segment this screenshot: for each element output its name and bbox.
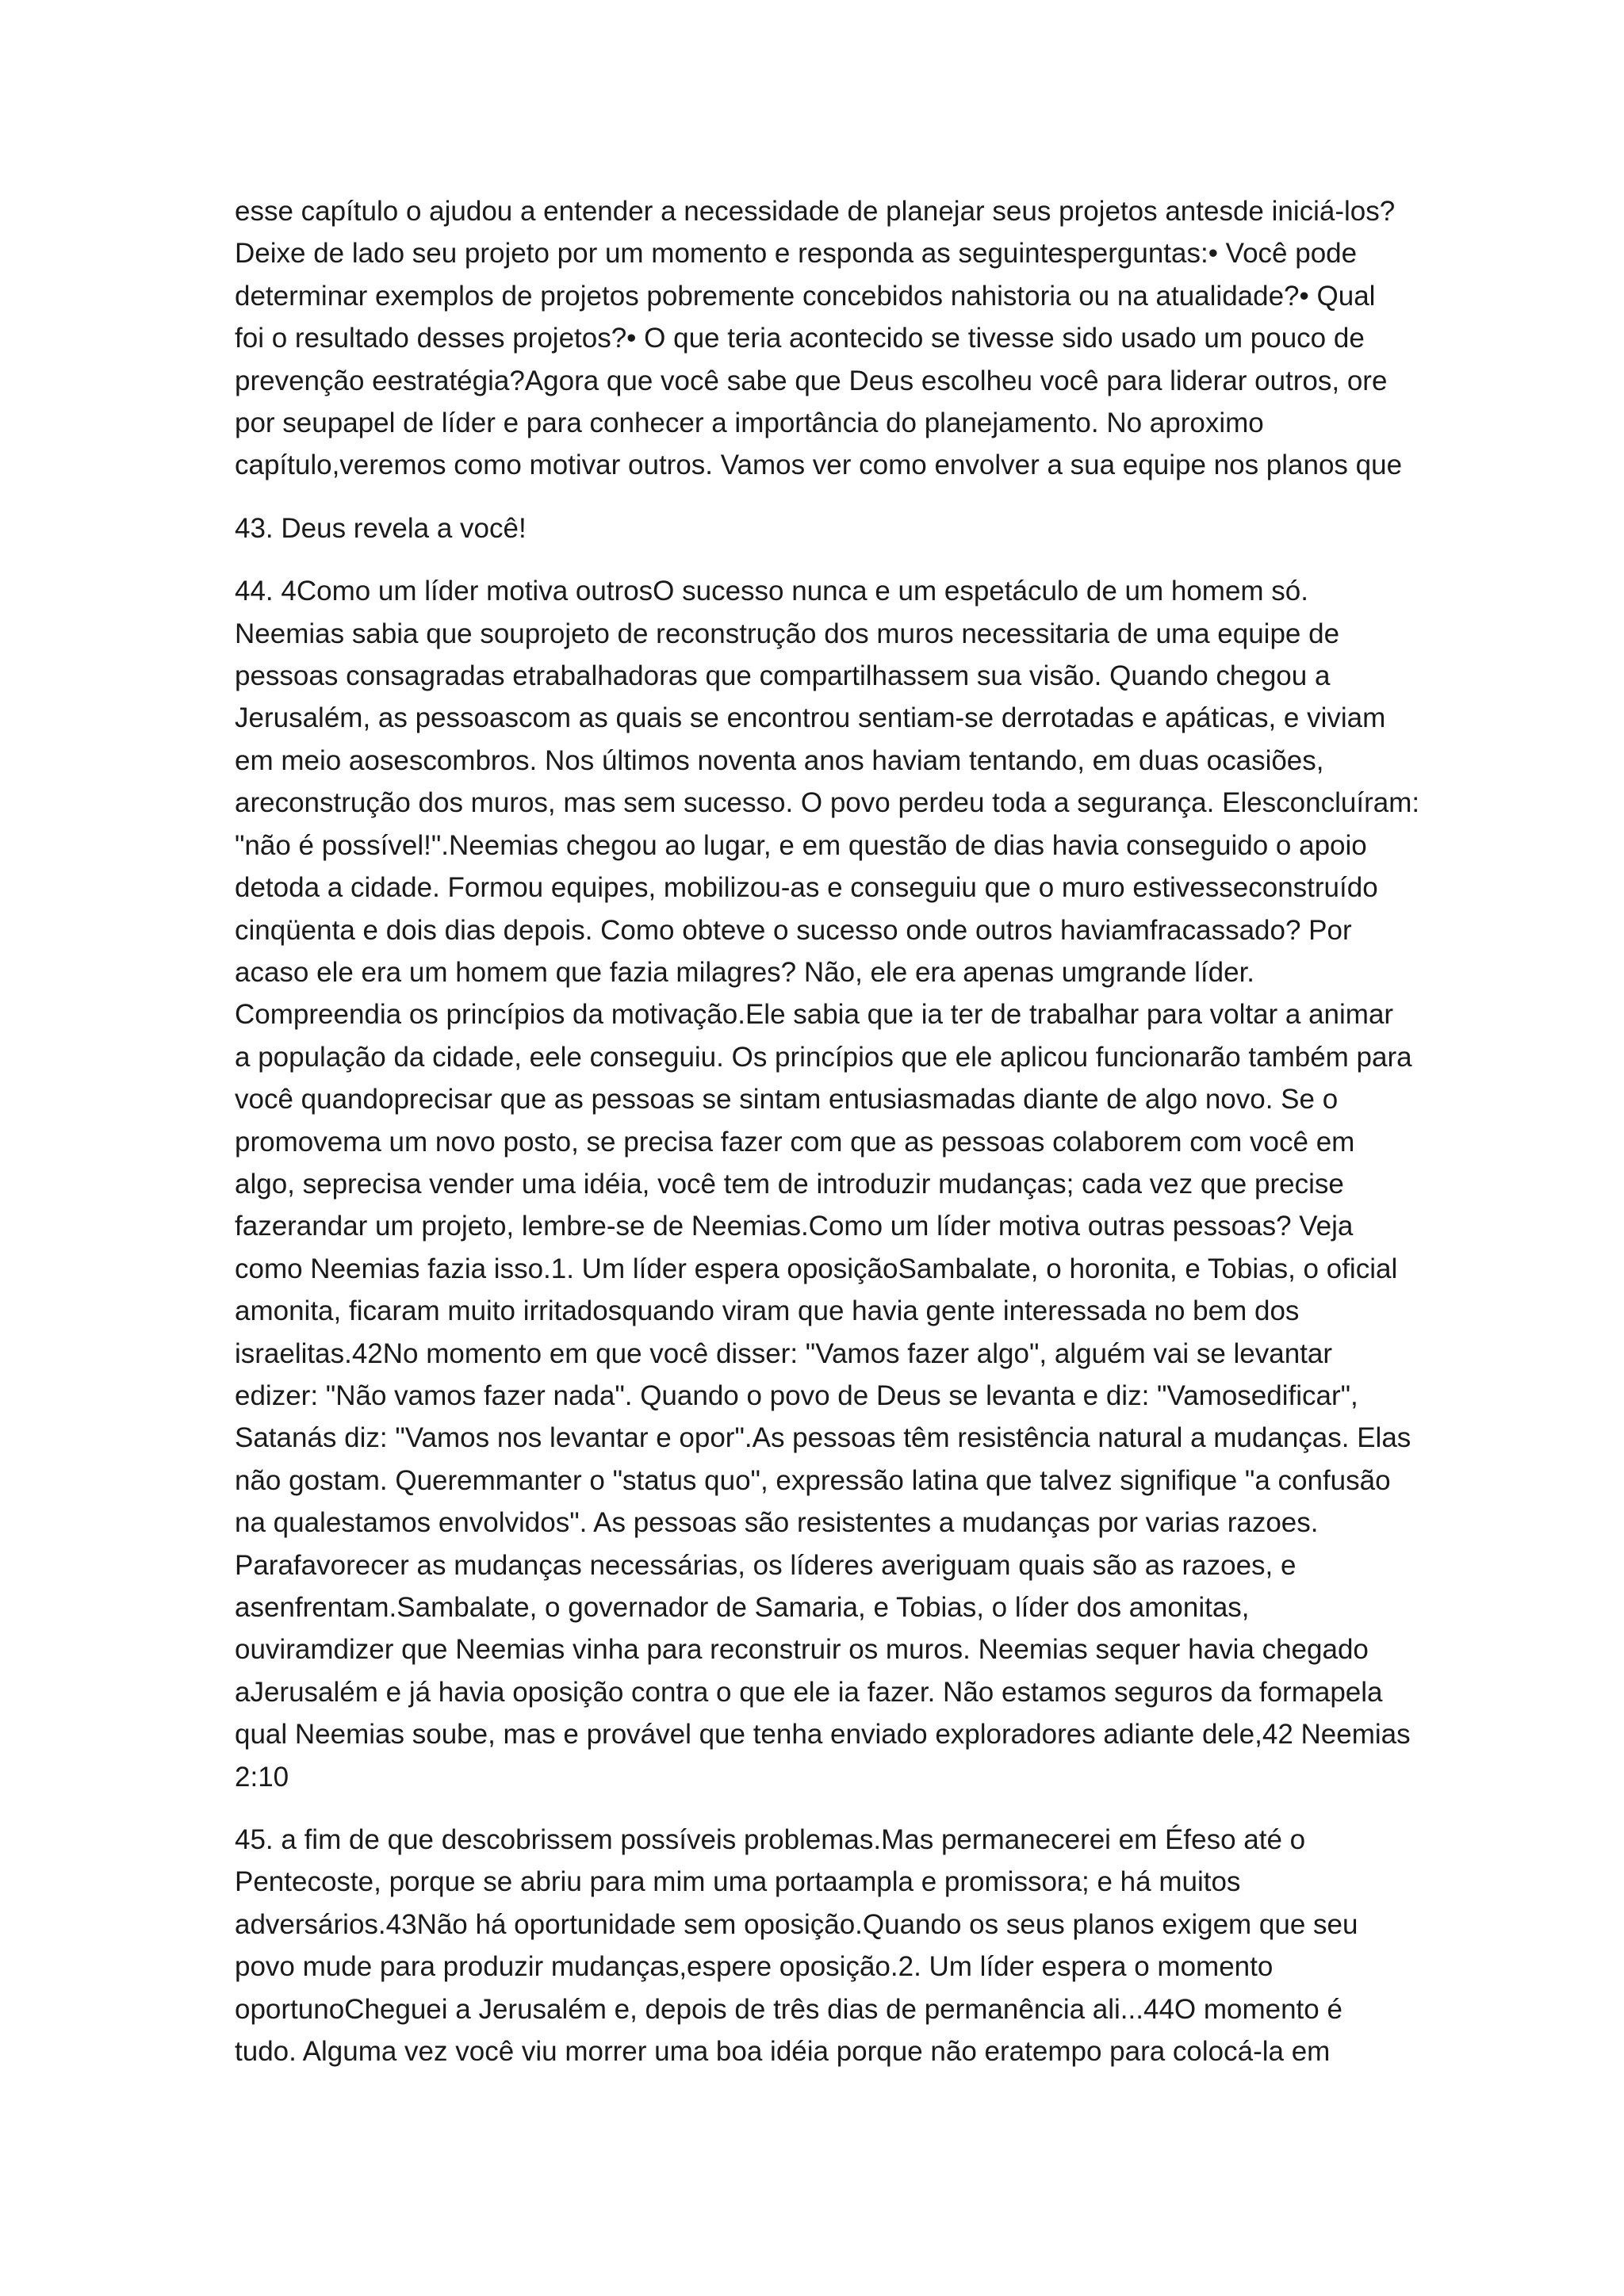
text-line: Compreendia os princípios da motivação.Ele sabia que ia ter de trabalhar para voltar a animar: [235, 999, 1394, 1031]
text-line: adversários.43Não há oportunidade sem oposição.Quando os seus planos exigem que seu: [235, 1908, 1358, 1940]
text-line: na qualestamos envolvidos". As pessoas são resistentes a mudanças por varias razoes.: [235, 1507, 1319, 1539]
text-line: fazerandar um projeto, lembre-se de Neemias.Como um líder motiva outras pessoas? Veja: [235, 1211, 1354, 1242]
text-line: acaso ele era um homem que fazia milagres? Não, ele era apenas umgrande líder.: [235, 956, 1255, 988]
text-line: determinar exemplos de projetos pobremente concebidos nahistoria ou na atualidade?• Qual: [235, 280, 1376, 312]
document-body: [235, 190, 1420, 2072]
text-line: como Neemias fazia isso.1. Um líder espera oposiçãoSambalate, o horonita, e Tobias, o oficial: [235, 1253, 1398, 1284]
text-line: 45. a fim de que descobrissem possíveis problemas.Mas permanecerei em Éfeso até o: [235, 1824, 1306, 1856]
text-line: cinqüenta e dois dias depois. Como obteve o sucesso onde outros haviamfracassado? Por: [235, 914, 1352, 946]
text-line: prevenção eestratégia?Agora que você sabe que Deus escolheu você para liderar outros, ore: [235, 365, 1388, 396]
text-line: capítulo,veremos como motivar outros. Vamos ver como envolver a sua equipe nos planos que: [235, 450, 1403, 481]
paragraph-2: [235, 507, 1408, 549]
text-line: esse capítulo o ajudou a entender a necessidade de planejar seus projetos antesde iniciá-los?: [235, 196, 1396, 227]
text-line: Parafavorecer as mudanças necessárias, os líderes averiguam quais são as razoes, e: [235, 1549, 1297, 1581]
text-line: não gostam. Queremmanter o "status quo", expressão latina que talvez signifique "a confusão: [235, 1464, 1391, 1496]
text-line: algo, seprecisa vender uma idéia, você tem de introduzir mudanças; cada vez que precise: [235, 1168, 1344, 1200]
text-line: foi o resultado desses projetos?• O que teria acontecido se tivesse sido usado um pouco de: [235, 323, 1365, 354]
text-line: tudo. Alguma vez você viu morrer uma boa idéia porque não eratempo para colocá-la em: [235, 2036, 1331, 2068]
text-line: Satanás diz: "Vamos nos levantar e opor".As pessoas têm resistência natural a mudanças. Elas: [235, 1422, 1411, 1454]
text-line: 44. 4Como um líder motiva outrosO sucesso nunca e um espetáculo de um homem só.: [235, 576, 1308, 607]
text-line: promovema um novo posto, se precisa fazer com que as pessoas colaborem com você em: [235, 1126, 1355, 1158]
paragraph-1: [235, 190, 1408, 487]
text-line: Pentecoste, porque se abriu para mim uma portaampla e promissora; e há muitos: [235, 1866, 1241, 1898]
paragraph-4: [235, 1819, 1408, 2072]
text-line: detoda a cidade. Formou equipes, mobilizou-as e conseguiu que o muro estivesseconstruído: [235, 872, 1378, 904]
text-line: Deixe de lado seu projeto por um momento e responda as seguintesperguntas:• Você pode: [235, 238, 1358, 270]
text-line: israelitas.42No momento em que você disser: "Vamos fazer algo", alguém vai se levantar: [235, 1337, 1333, 1369]
text-line: "não é possível!".Neemias chegou ao lugar, e em questão de dias havia conseguido o apoio: [235, 829, 1367, 861]
text-line: pessoas consagradas etrabalhadoras que compartilhassem sua visão. Quando chegou a: [235, 660, 1331, 692]
text-line: ouviramdizer que Neemias vinha para reconstruir os muros. Neemias sequer havia chegado: [235, 1634, 1369, 1666]
text-line: asenfrentam.Sambalate, o governador de Samaria, e Tobias, o líder dos amonitas,: [235, 1592, 1250, 1623]
text-line: Jerusalém, as pessoascom as quais se encontrou sentiam-se derrotadas e apáticas, e viviam: [235, 702, 1386, 734]
text-line: a população da cidade, eele conseguiu. Os princípios que ele aplicou funcionarão também para: [235, 1041, 1412, 1073]
text-line: 43. Deus revela a você!: [235, 512, 527, 544]
text-line: você quandoprecisar que as pessoas se sintam entusiasmadas diante de algo novo. Se o: [235, 1084, 1339, 1115]
text-line: areconstrução dos muros, mas sem sucesso. O povo perdeu toda a segurança. Elesconcluíram:: [235, 787, 1420, 819]
text-line: em meio aosescombros. Nos últimos noventa anos haviam tentando, em duas ocasiões,: [235, 744, 1324, 776]
text-line: qual Neemias soube, mas e provável que tenha enviado exploradores adiante dele,42 Neemias: [235, 1719, 1411, 1751]
text-line: amonita, ficaram muito irritadosquando viram que havia gente interessada no bem dos: [235, 1295, 1300, 1327]
text-line: 2:10: [235, 1761, 289, 1793]
text-line: Neemias sabia que souprojeto de reconstrução dos muros necessitaria de uma equipe de: [235, 618, 1340, 649]
text-line: edizer: "Não vamos fazer nada". Quando o povo de Deus se levanta e diz: "Vamosedificar",: [235, 1380, 1358, 1411]
paragraph-3: [235, 570, 1420, 1798]
text-line: por seupapel de líder e para conhecer a importância do planejamento. No aproximo: [235, 408, 1264, 439]
text-line: povo mude para produzir mudanças,espere oposição.2. Um líder espera o momento: [235, 1951, 1274, 1983]
text-line: oportunoCheguei a Jerusalém e, depois de três dias de permanência ali...44O momento é: [235, 1993, 1342, 2025]
text-line: aJerusalém e já havia oposição contra o que ele ia fazer. Não estamos seguros da formapela: [235, 1676, 1383, 1708]
